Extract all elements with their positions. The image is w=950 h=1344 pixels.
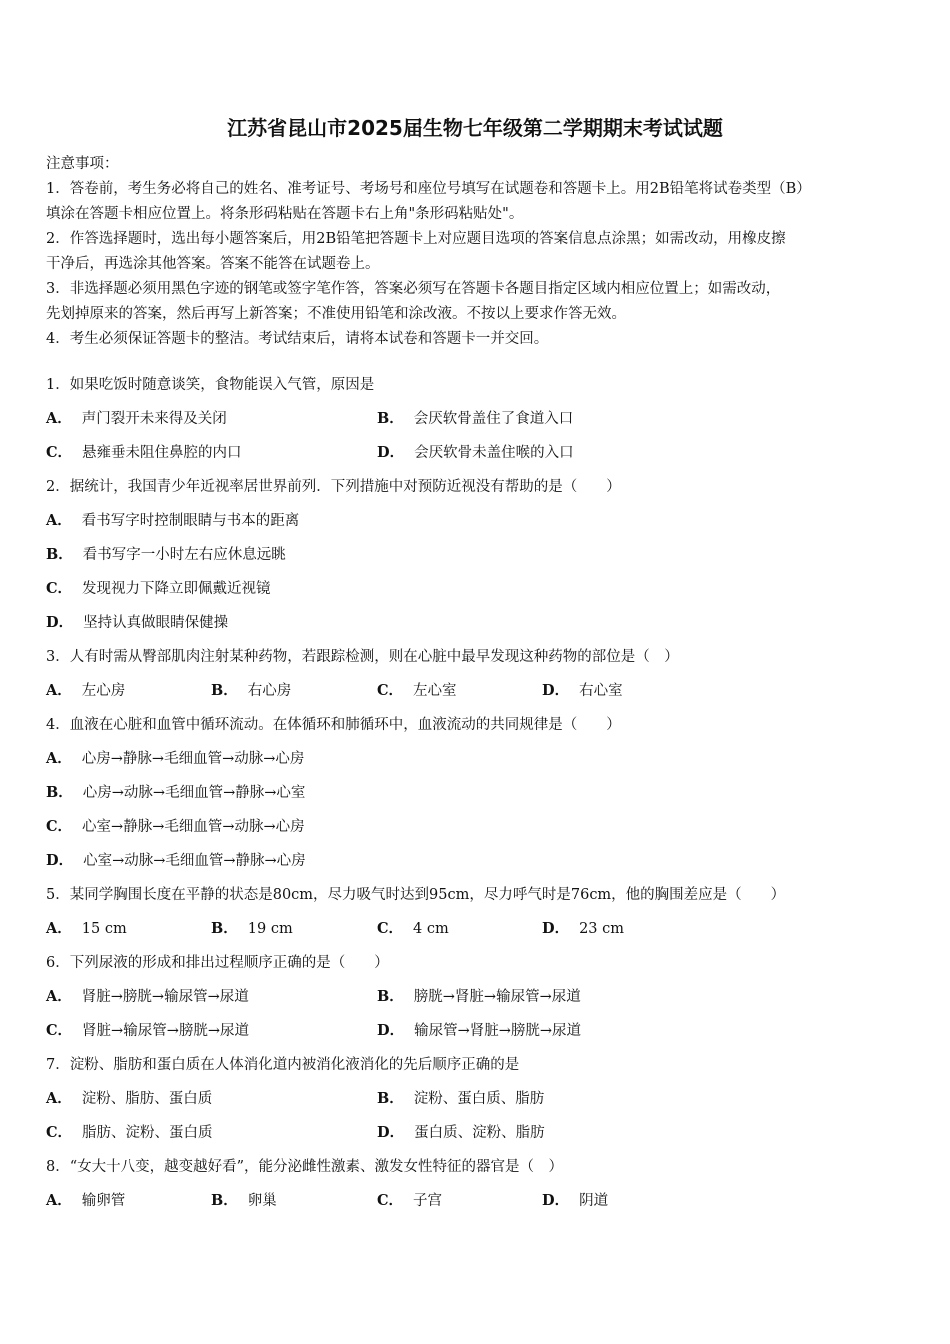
notice-line: 先划掉原来的答案，然后再写上新答案；不准使用铅笔和涂改液。不按以上要求作答无效。 [46, 306, 626, 322]
question-list [46, 372, 906, 1222]
notice-line: 干净后，再选涂其他答案。答案不能答在试题卷上。 [46, 256, 380, 272]
notice-line: 1．答卷前，考生务必将自己的姓名、准考证号、考场号和座位号填写在试题卷和答题卡上。用2B铅笔将试卷类型（B） [46, 181, 811, 197]
option-b: B． 19 cm [211, 920, 293, 937]
option-row [46, 678, 906, 712]
option-b: B． 淀粉、蛋白质、脂肪 [377, 1090, 545, 1107]
notice-line: 2．作答选择题时，选出每小题答案后，用2B铅笔把答题卡上对应题目选项的答案信息点涂黑；如需改动，用橡皮擦 [46, 231, 786, 247]
option-row [46, 1120, 906, 1154]
option-b: B． 心房→动脉→毛细血管→静脉→心室 [46, 784, 306, 801]
option-a: A． 看书写字时控制眼睛与书本的距离 [46, 512, 300, 529]
question-stem: 3．人有时需从臀部肌肉注射某种药物，若跟踪检测，则在心脏中最早发现这种药物的部位是（ ） [46, 649, 679, 665]
option-row [46, 406, 906, 440]
notice-line: 4．考生必须保证答题卡的整洁。考试结束后，请将本试卷和答题卡一并交回。 [46, 331, 549, 347]
option-d: D． 23 cm [542, 920, 625, 937]
option-row [46, 1018, 906, 1052]
option-a: A． 肾脏→膀胱→输尿管→尿道 [46, 988, 249, 1005]
option-d: D． 会厌软骨未盖住喉的入口 [377, 444, 574, 461]
question-stem: 2．据统计，我国青少年近视率居世界前列．下列措施中对预防近视没有帮助的是（ ） [46, 479, 621, 495]
option-c: C． 心室→静脉→毛细血管→动脉→心房 [46, 818, 305, 835]
option-a: A． 输卵管 [46, 1192, 126, 1209]
option-b: B． 膀胱→肾脏→输尿管→尿道 [377, 988, 581, 1005]
option-row [46, 440, 906, 474]
question-stem: 7．淀粉、脂肪和蛋白质在人体消化道内被消化液消化的先后顺序正确的是 [46, 1057, 520, 1073]
notice-line: 填涂在答题卡相应位置上。将条形码粘贴在答题卡右上角"条形码粘贴处"。 [46, 206, 524, 222]
option-d: D． 心室→动脉→毛细血管→静脉→心房 [46, 852, 306, 869]
question-stem: 5．某同学胸围长度在平静的状态是80cm，尽力吸气时达到95cm，尽力呼气时是76cm，他的胸围差应是（ ） [46, 887, 786, 903]
option-a: A． 淀粉、脂肪、蛋白质 [46, 1090, 213, 1107]
option-d: D． 坚持认真做眼睛保健操 [46, 614, 229, 631]
option-a: A． 心房→静脉→毛细血管→动脉→心房 [46, 750, 305, 767]
option-d: D． 阴道 [542, 1192, 609, 1209]
option-b: B． 看书写字一小时左右应休息远眺 [46, 546, 286, 563]
option-c: C． 悬雍垂未阻住鼻腔的内口 [46, 444, 242, 461]
option-b: B． 会厌软骨盖住了食道入口 [377, 410, 574, 427]
option-a: A． 15 cm [46, 920, 127, 937]
option-row [46, 1086, 906, 1120]
option-c: C． 脂肪、淀粉、蛋白质 [46, 1124, 213, 1141]
option-d: D． 输尿管→肾脏→膀胱→尿道 [377, 1022, 582, 1039]
notice-section [46, 152, 906, 352]
option-c: C． 发现视力下降立即佩戴近视镜 [46, 580, 271, 597]
option-d: D． 右心室 [542, 682, 623, 699]
option-c: C． 子宫 [377, 1192, 443, 1209]
option-c: C． 4 cm [377, 920, 449, 937]
option-row [46, 916, 906, 950]
question-stem: 6．下列尿液的形成和排出过程顺序正确的是（ ） [46, 955, 389, 971]
option-row [46, 1188, 906, 1222]
question-stem: 4．血液在心脏和血管中循环流动。在体循环和肺循环中，血液流动的共同规律是（ ） [46, 717, 621, 733]
option-c: C． 左心室 [377, 682, 457, 699]
option-a: A． 左心房 [46, 682, 126, 699]
option-b: B． 右心房 [211, 682, 292, 699]
question-stem: 1．如果吃饭时随意谈笑，食物能误入气管，原因是 [46, 377, 375, 393]
option-d: D． 蛋白质、淀粉、脂肪 [377, 1124, 545, 1141]
question-stem: 8．“女大十八变，越变越好看”，能分泌雌性激素、激发女性特征的器官是（ ） [46, 1159, 564, 1175]
option-b: B． 卵巢 [211, 1192, 277, 1209]
option-row [46, 984, 906, 1018]
notice-line: 3．非选择题必须用黑色字迹的钢笔或签字笔作答，答案必须写在答题卡各题目指定区域内相应位置上；如需改动， [46, 281, 781, 297]
page-title: 江苏省昆山市2025届生物七年级第二学期期末考试试题 [227, 116, 723, 140]
option-a: A． 声门裂开未来得及关闭 [46, 410, 227, 427]
notice-heading: 注意事项： [46, 156, 119, 172]
option-c: C． 肾脏→输尿管→膀胱→尿道 [46, 1022, 249, 1039]
